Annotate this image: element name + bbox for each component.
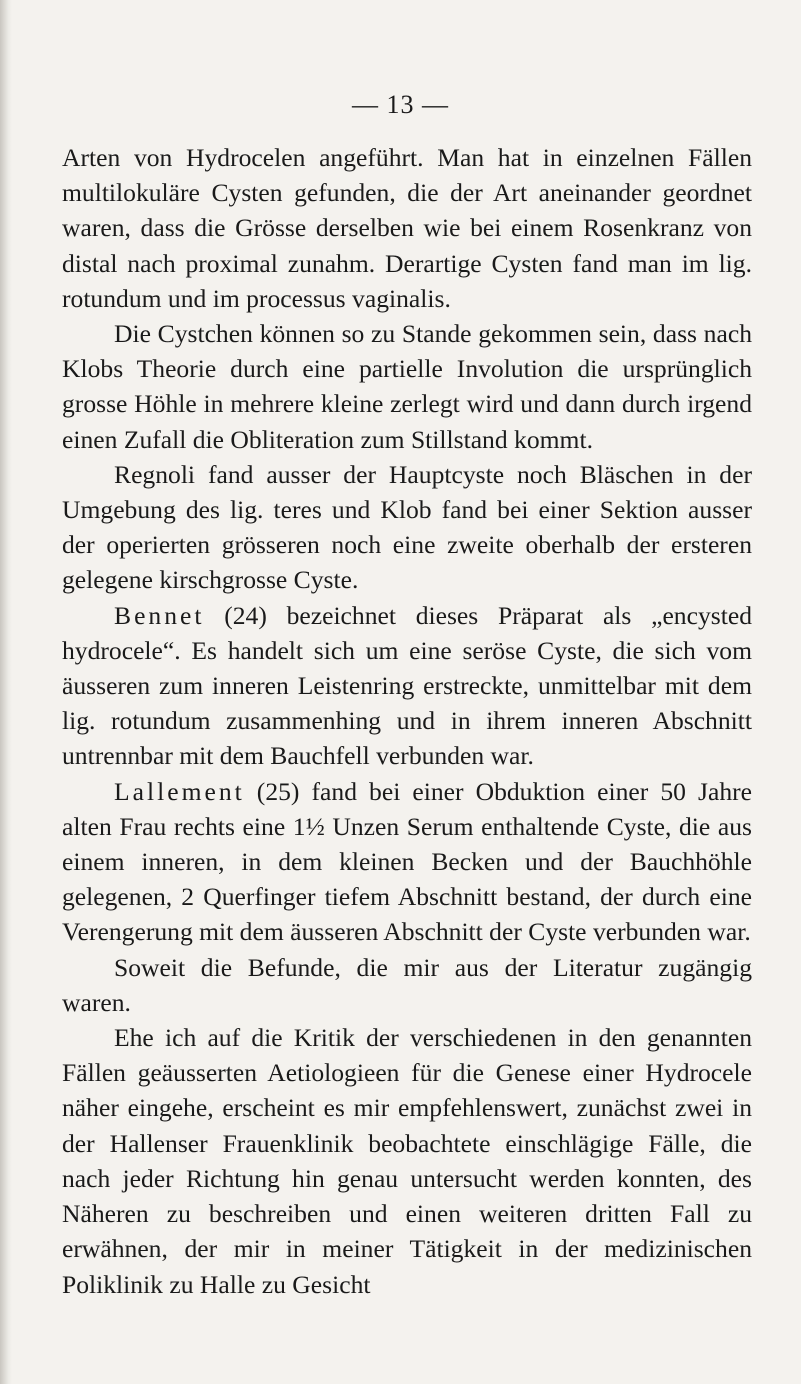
body-text <box>62 140 752 1302</box>
page-number: — 13 — <box>352 90 449 119</box>
paragraph-5-text: (25) fand bei einer Obduktion einer 50 Jahre alten Frau rechts eine 1½ Unzen Serum enthaltende Cyste, die aus einem inneren, in dem kleinen Becken und der Bauchhöhle gelegenen, 2 Querfinger tiefem Abschnitt bestand, der durch eine Verengerung mit dem äusseren Abschnitt der Cyste verbunden war. <box>62 776 752 947</box>
author-name-bennet: Bennet <box>114 600 205 630</box>
paragraph-2 <box>62 316 752 457</box>
paragraph-5 <box>62 774 752 950</box>
paragraph-6-text: Soweit die Befunde, die mir aus der Literatur zugängig waren. <box>62 952 752 1017</box>
paragraph-2-text: Die Cystchen können so zu Stande gekommen sein, dass nach Klobs Theorie durch eine partielle Involution die ursprünglich grosse Höhle in mehrere kleine zerlegt wird und dann durch irgend einen Zufall die Obliteration zum Stillstand kommt. <box>62 319 752 454</box>
author-name-lallement: Lallement <box>114 776 245 806</box>
paragraph-7 <box>62 1020 752 1302</box>
paragraph-4-text: (24) bezeichnet dieses Präparat als „encysted hydrocele“. Es handelt sich um eine seröse Cyste, die sich vom äusseren zum inneren Leistenring erstreckte, unmittelbar mit dem lig. rotundum zusammenhing und in ihrem inneren Abschnitt untrennbar mit dem Bauchfell verbunden war. <box>62 600 752 771</box>
paragraph-1 <box>62 140 752 316</box>
paragraph-1-text: Arten von Hydrocelen angeführt. Man hat in einzelnen Fällen multilokuläre Cysten gefunden, die der Art aneinander geordnet waren, dass die Grösse derselben wie bei einem Rosenkranz von distal nach proximal zunahm. Derartige Cysten fand man im lig. rotundum und im processus vaginalis. <box>62 143 752 313</box>
paragraph-6 <box>62 950 752 1020</box>
paragraph-3-text: Regnoli fand ausser der Hauptcyste noch Bläschen in der Umgebung des lig. teres und Klob fand bei einer Sektion ausser der operierten grösseren noch eine zweite oberhalb der ersteren gelegene kirschgrosse Cyste. <box>62 459 752 595</box>
paragraph-3 <box>62 457 752 598</box>
paragraph-4 <box>62 598 752 774</box>
paragraph-7-text: Ehe ich auf die Kritik der verschiedenen in den genannten Fällen geäusserten Aetiologieen für die Genese einer Hydrocele näher eingehe, erscheint es mir empfehlenswert, zunächst zwei in der Hallenser Frauenklinik beobachtete einschlägige Fälle, die nach jeder Richtung hin genau untersucht werden konnten, des Näheren zu beschreiben und einen weiteren dritten Fall zu erwähnen, der mir in meiner Tätigkeit in der medizinischen Poliklinik zu Halle zu Gesicht <box>62 1023 752 1299</box>
